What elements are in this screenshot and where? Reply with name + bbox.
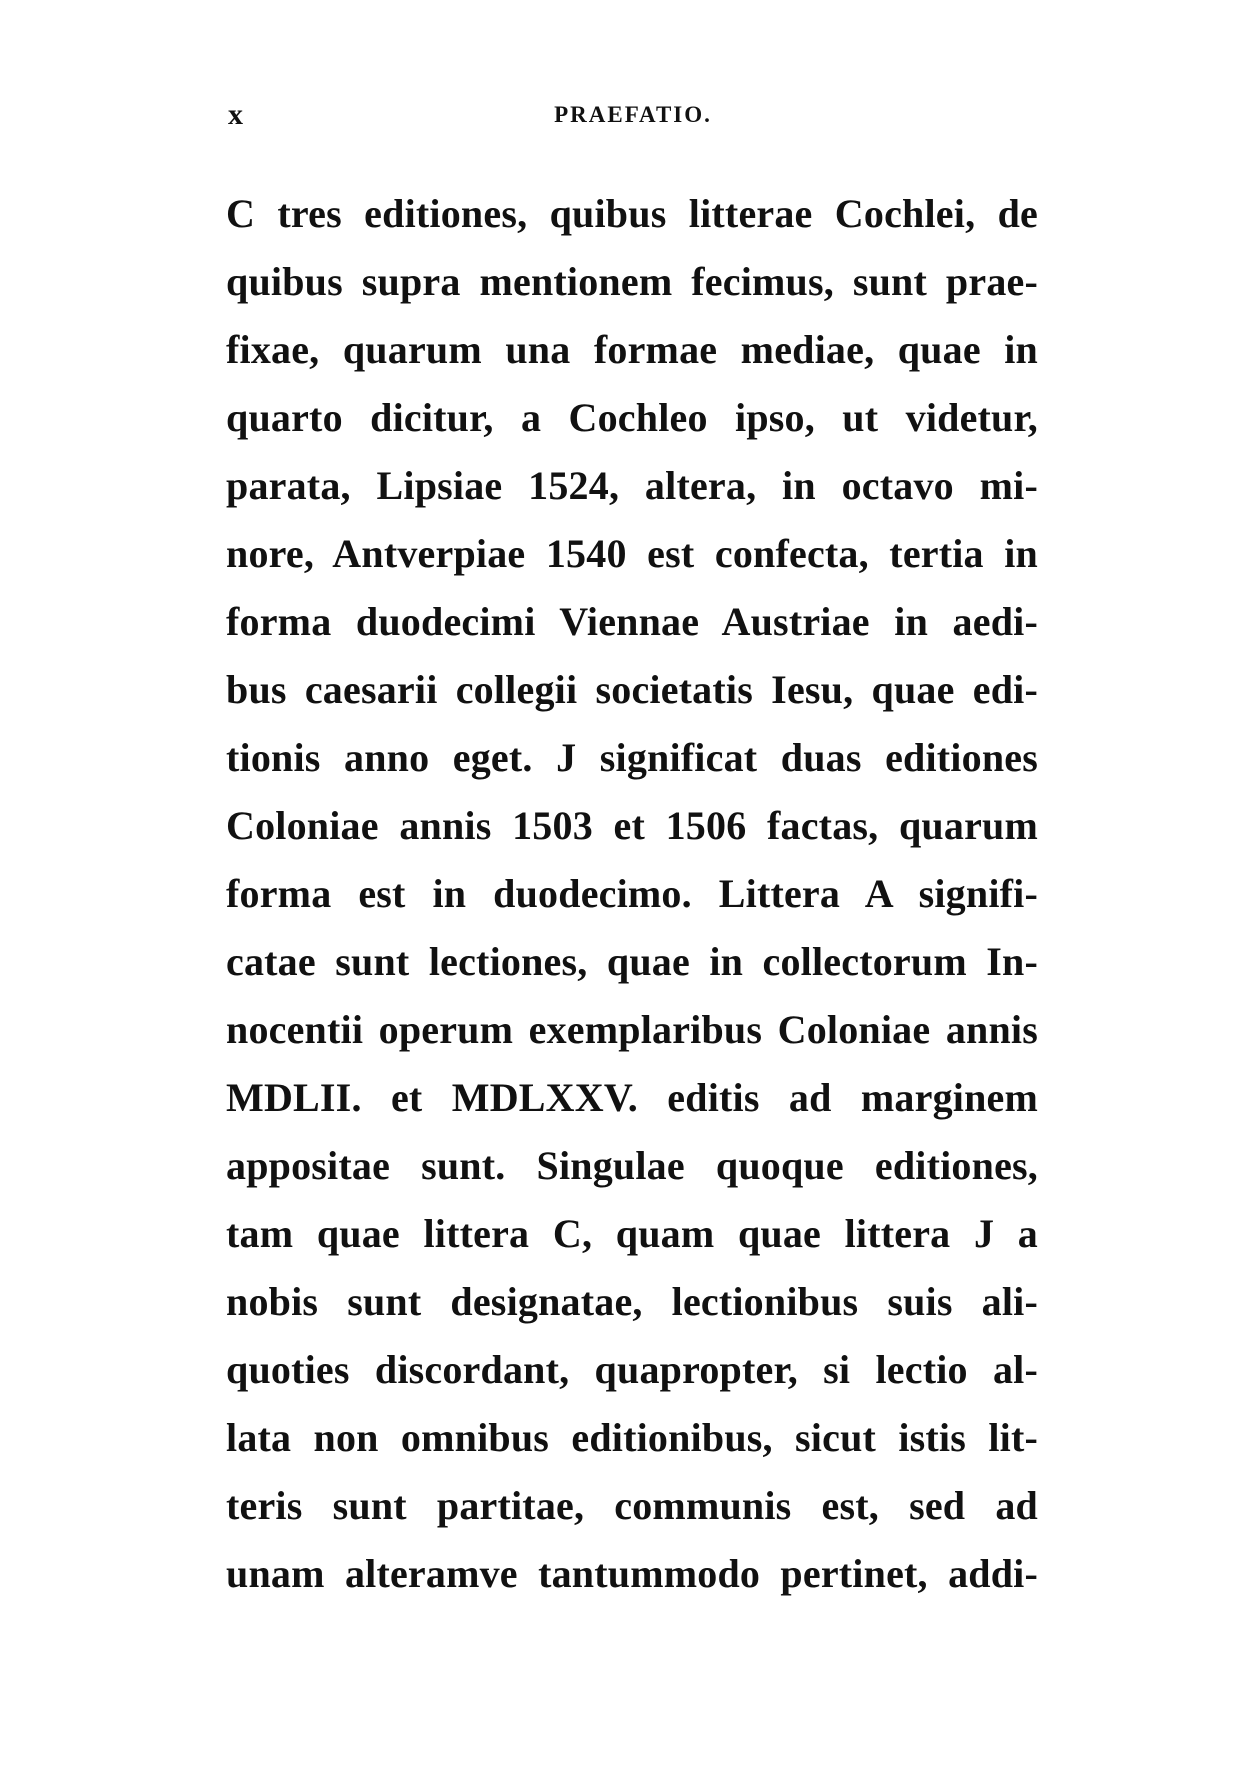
running-head <box>228 98 1038 138</box>
text-line: teris sunt partitae, communis est, sed ad <box>226 1483 1038 1528</box>
text-line: forma duodecimi Viennae Austriae in aedi- <box>226 599 1038 644</box>
text-line: fixae, quarum una formae mediae, quae in <box>226 327 1038 372</box>
text-line: nobis sunt designatae, lectionibus suis ali- <box>226 1279 1038 1324</box>
text-line: unam alteramve tantummodo pertinet, addi- <box>226 1551 1038 1596</box>
text-line: forma est in duodecimo. Littera A signifi- <box>226 871 1038 916</box>
text-line: appositae sunt. Singulae quoque editiones, <box>226 1143 1038 1188</box>
text-line: tionis anno eget. J significat duas editiones <box>226 735 1038 780</box>
text-line: nocentii operum exemplaribus Coloniae annis <box>226 1007 1038 1052</box>
text-line: parata, Lipsiae 1524, altera, in octavo mi- <box>226 463 1038 508</box>
text-line: bus caesarii collegii societatis Iesu, quae edi- <box>226 667 1038 712</box>
text-line: nore, Antverpiae 1540 est confecta, tertia in <box>226 531 1038 576</box>
text-line: tam quae littera C, quam quae littera J a <box>226 1211 1038 1256</box>
text-line: quarto dicitur, a Cochleo ipso, ut videtur, <box>226 395 1038 440</box>
text-line: C tres editiones, quibus litterae Cochlei, de <box>226 191 1038 236</box>
text-line: Coloniae annis 1503 et 1506 factas, quarum <box>226 803 1038 848</box>
text-line: catae sunt lectiones, quae in collectorum In- <box>226 939 1038 984</box>
text-line: quoties discordant, quapropter, si lectio al- <box>226 1347 1038 1392</box>
body-text <box>226 180 1038 1608</box>
page-number: x <box>228 98 244 131</box>
running-title: PRAEFATIO. <box>554 102 712 127</box>
text-line: lata non omnibus editionibus, sicut istis lit- <box>226 1415 1038 1460</box>
text-line: MDLII. et MDLXXV. editis ad marginem <box>226 1075 1038 1120</box>
text-line: quibus supra mentionem fecimus, sunt prae- <box>226 259 1038 304</box>
